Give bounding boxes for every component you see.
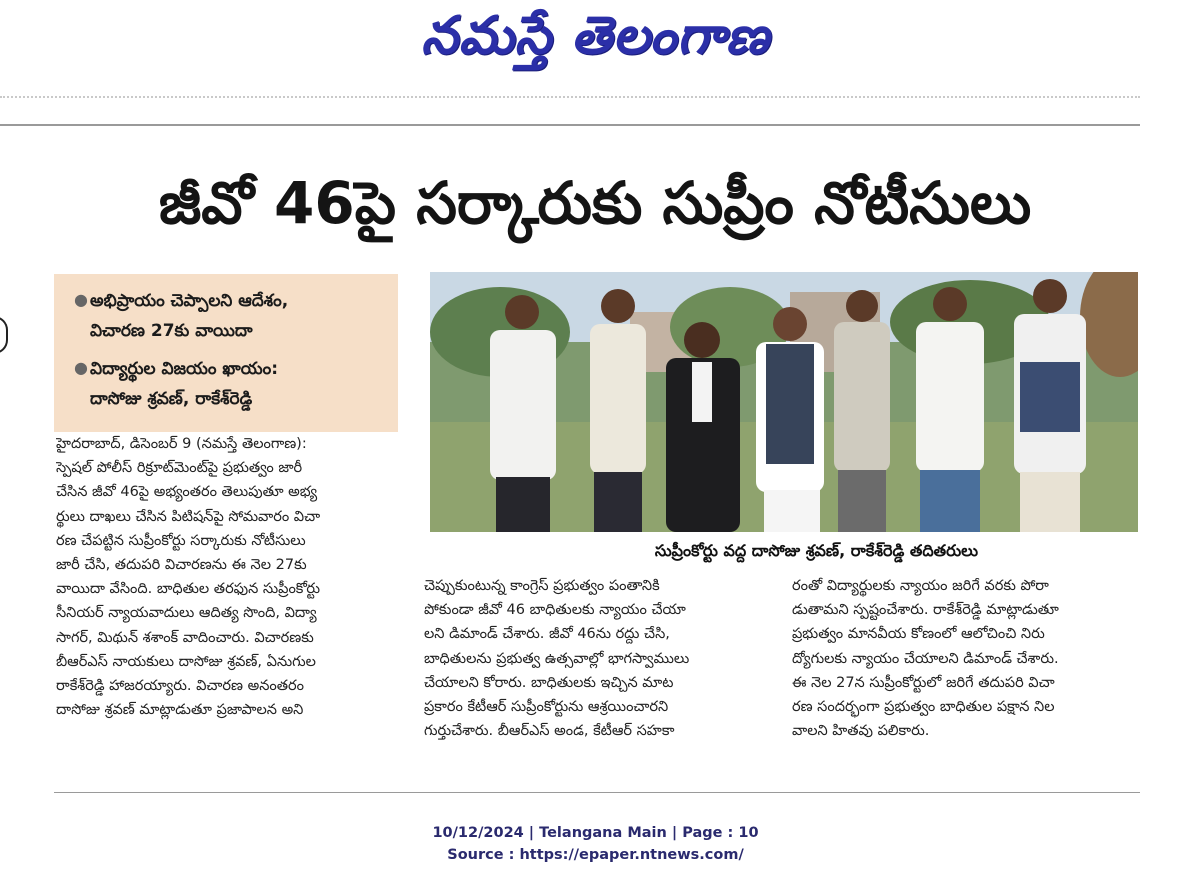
text-line: చేసిన జీవో 46పై అభ్యంతరం తెలుపుతూ అభ్య — [56, 484, 318, 501]
article-column-1 — [56, 432, 398, 722]
text-line: బాధితులను ప్రభుత్వ ఉత్సవాల్లో భాగస్వాములు — [424, 650, 690, 667]
text-line: రంతో విద్యార్థులకు న్యాయం జరిగే వరకు పోరా — [792, 578, 1049, 594]
news-photo — [430, 272, 1138, 532]
text-line: సాగర్, మిథున్ శశాంక్ వాదించారు. విచారణకు — [56, 629, 314, 646]
footer — [0, 822, 1191, 866]
group-photo-illustration — [430, 272, 1138, 532]
text-line: రాకేశ్‌రెడ్డి హాజరయ్యారు. విచారణ అనంతరం — [56, 678, 304, 695]
text-line: రణ సందర్భంగా ప్రభుత్వం బాధితుల పక్షాన నిల — [792, 699, 1055, 716]
highlight-item — [74, 286, 386, 346]
text-line: లని డిమాండ్ చేశారు. జీవో 46ను రద్దు చేసి, — [424, 626, 670, 643]
text-line: జారీ చేసి, తదుపరి విచారణను ఈ నెల 27కు — [56, 557, 307, 574]
highlight-line: దాసోజు శ్రవణ్, రాకేశ్‌రెడ్డి — [90, 389, 253, 409]
bottom-divider — [54, 792, 1140, 793]
text-line: చెప్పుకుంటున్న కాంగ్రెస్ ప్రభుత్వం పంతానికి — [424, 578, 660, 594]
bullet-icon: ● — [74, 358, 88, 377]
edge-fragment — [0, 316, 8, 354]
headline: జీవో 46పై సర్కారుకు సుప్రీం నోటీసులు — [158, 168, 1032, 237]
text-line: ప్రభుత్వం మానవీయ కోణంలో ఆలోచించి నిరు — [792, 626, 1045, 643]
text-line: ద్యోగులకు న్యాయం చేయాలని డిమాండ్ చేశారు. — [792, 650, 1059, 667]
text-line: పోకుండా జీవో 46 బాధితులకు న్యాయం చేయా — [424, 602, 686, 619]
text-line: రణ చేపట్టిన సుప్రీంకోర్టు సర్కారుకు నోటీసులు — [56, 532, 306, 549]
text-line: చేయాలని కోరారు. బాధితులకు ఇచ్చిన మాట — [424, 674, 674, 691]
text-line: దాసోజు శ్రవణ్ మాట్లాడుతూ ప్రజాపాలన అని — [56, 702, 304, 719]
highlights-box — [54, 274, 398, 432]
text-line: గుర్తుచేశారు. బీఆర్‌ఎస్ అండ, కేటీఆర్ సహకా — [424, 723, 675, 740]
bullet-icon: ● — [74, 290, 88, 309]
text-line: డుతామని స్పష్టంచేశారు. రాకేశ్‌రెడ్డి మాట్లాడుతూ — [792, 602, 1059, 619]
highlight-item — [74, 354, 386, 414]
highlight-line: విచారణ 27కు వాయిదా — [90, 321, 253, 341]
photo-caption: సుప్రీంకోర్టు వద్ద దాసోజు శ్రవణ్, రాకేశ్‌రెడ్డి తదితరులు — [654, 541, 978, 560]
ticker-strip — [0, 96, 1140, 106]
masthead-title: నమస్తే తెలంగాణ — [421, 5, 770, 66]
footer-source[interactable]: Source : https://epaper.ntnews.com/ — [447, 847, 744, 863]
article-column-2 — [424, 574, 770, 743]
text-line: వాయిదా వేసింది. బాధితుల తరఫున సుప్రీంకోర్టు — [56, 581, 321, 598]
text-line: ఈ నెల 27న సుప్రీంకోర్టులో జరిగే తదుపరి విచా — [792, 674, 1055, 691]
text-line: ప్రకారం కేటీఆర్ సుప్రీంకోర్టును ఆశ్రయించారని — [424, 699, 669, 716]
text-line: బీఆర్‌ఎస్ నాయకులు దాసోజు శ్రవణ్, ఏనుగుల — [56, 653, 316, 670]
text-line: వాలని హితవు పలికారు. — [792, 723, 930, 740]
highlight-line: విద్యార్థుల విజయం ఖాయం: — [90, 359, 278, 379]
masthead — [0, 0, 1191, 84]
text-line: హైదరాబాద్, డిసెంబర్ 9 (నమస్తే తెలంగాణ): — [56, 436, 307, 452]
text-line: ర్థులు దాఖలు చేసిన పిటిషన్‌పై సోమవారం విచా — [56, 508, 321, 525]
highlight-line: అభిప్రాయం చెప్పాలని ఆదేశం, — [90, 291, 289, 311]
footer-date-page: 10/12/2024 | Telangana Main | Page : 10 — [432, 825, 759, 841]
article-column-3 — [792, 574, 1138, 743]
text-line: సీనియర్ న్యాయవాదులు ఆదిత్య సొంది, విద్యా — [56, 605, 317, 622]
top-divider — [0, 124, 1140, 126]
text-line: స్పెషల్ పోలీస్ రిక్రూట్‌మెంట్‌పై ప్రభుత్వం జారీ — [56, 460, 303, 477]
